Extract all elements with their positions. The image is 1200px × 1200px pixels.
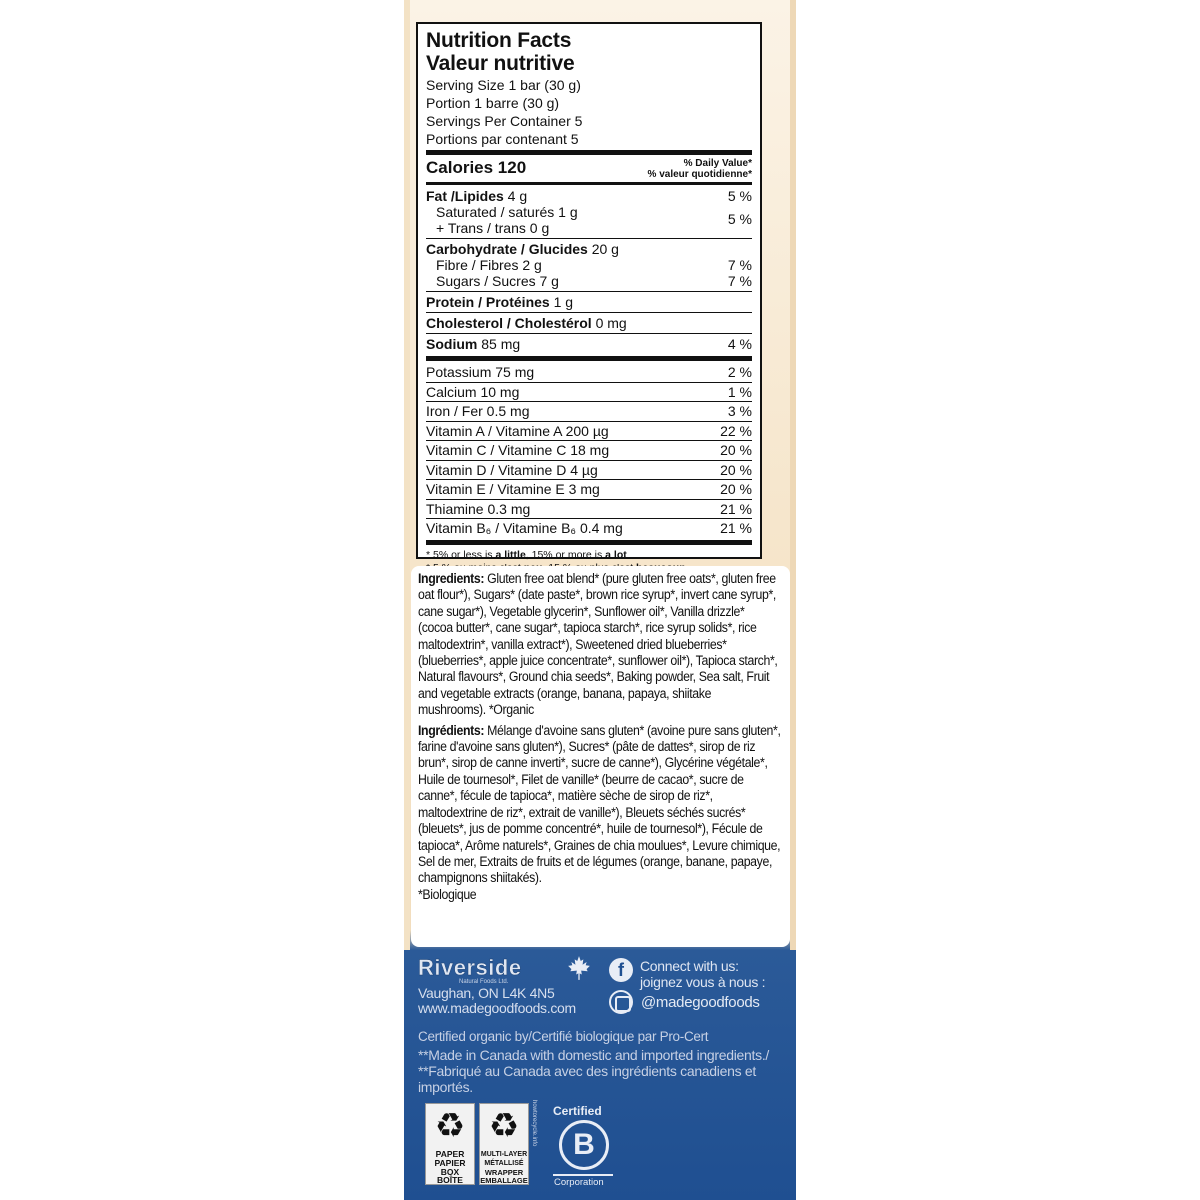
vitamin-row: [426, 363, 752, 383]
sat-trans-pct: 5 %: [727, 211, 752, 227]
ingredients-box: [411, 566, 790, 947]
recycle-label: EMBALLAGE: [480, 1176, 528, 1185]
fat-row: [426, 188, 752, 204]
connect-text: [640, 958, 765, 990]
protein-amount: 1 g: [549, 294, 574, 310]
vitamin-label: Vitamin E / Vitamine E 3 mg: [426, 481, 600, 497]
ingredients-en: [418, 571, 782, 719]
vitamin-label: Iron / Fer 0.5 mg: [426, 403, 530, 419]
divider-medium: [426, 182, 752, 185]
vitamin-pct: 3 %: [727, 403, 752, 419]
recycle-symbol-icon: ♻: [434, 1107, 466, 1145]
recycle-label: BOX: [440, 1167, 460, 1177]
carb-group: [426, 239, 752, 291]
fat-pct: 5 %: [727, 188, 752, 204]
serving-line: Portions par contenant 5: [426, 131, 579, 147]
vitamin-label: Potassium 75 mg: [426, 364, 535, 380]
vitamin-row: [426, 441, 752, 461]
sodium-group: [426, 334, 752, 354]
protein-label: Protein / Protéines: [426, 294, 550, 310]
divider-thick: [426, 356, 752, 361]
calories: Calories 120: [426, 158, 527, 177]
ingredients-fr-label: Ingrédients:: [418, 722, 485, 738]
nf-title-en: Nutrition Facts: [426, 29, 572, 52]
vitamin-label: Vitamin C / Vitamine C 18 mg: [426, 442, 610, 458]
instagram-icon[interactable]: [609, 990, 633, 1014]
sodium-amount: 85 mg: [477, 336, 521, 352]
vitamin-pct: 20 %: [720, 461, 752, 478]
serving-info: [426, 76, 752, 148]
address-line: Vaughan, ON L4K 4N5: [418, 985, 555, 1001]
serving-line: Portion 1 barre (30 g): [426, 95, 560, 111]
ingredients-en-text: Gluten free oat blend* (pure gluten free oats*, gluten free oat flour*), Sugars* (date paste*, brown rice syrup*, invert cane syrup*, cane sugar*), Vegetable glycerin*, Sunflower oil*, Vanilla drizzle* (cocoa butter*, cane sugar*, tapioca starch*, rice syrup solids*, rice maltodextrin*, vanilla extract*), Sweetened dried blueberries* (blueberries*, apple juice concentrate*, sunflower oil*), Tapioca starch*, Natural flavours*, Ground chia seeds*, Baking powder, Sea salt, Fruit and vegetable extracts (orange, banana, papaya, shiitake mushrooms). *Organic: [418, 571, 778, 718]
vitamin-row: [426, 519, 752, 538]
facebook-icon[interactable]: f: [609, 958, 633, 982]
vitamin-label: Calcium 10 mg: [426, 383, 520, 400]
vitamin-pct: 2 %: [727, 364, 752, 380]
recycle-paper-icon: [425, 1103, 475, 1185]
website-link[interactable]: www.madegoodfoods.com: [418, 1000, 576, 1016]
nf-title-fr: Valeur nutritive: [426, 52, 575, 75]
fibre-pct: 7 %: [727, 257, 752, 273]
vitamin-pct: 1 %: [727, 383, 752, 400]
vitamin-label: Vitamin D / Vitamine D 4 µg: [426, 461, 598, 478]
serving-line: Serving Size 1 bar (30 g): [426, 77, 581, 93]
vitamin-pct: 20 %: [720, 481, 752, 497]
bcorp-underline: [553, 1174, 613, 1176]
vitamin-row: [426, 480, 752, 500]
made-in-canada: **Made in Canada with domestic and imported ingredients./ **Fabriqué au Canada avec des ingrédients canadiens et importés.: [418, 1047, 769, 1095]
ingredients-fr: [418, 723, 782, 903]
protein-group: [426, 292, 752, 312]
recycle-label: PAPIER: [434, 1158, 466, 1168]
connect-en: Connect with us:: [640, 958, 739, 974]
connect-fr: joignez vous à nous :: [640, 974, 766, 990]
ingredients-fr-organic: *Biologique: [418, 886, 477, 902]
social-handle[interactable]: @madegoodfoods: [641, 994, 760, 1011]
maple-leaf-icon: [566, 955, 592, 981]
protein-row: [426, 294, 752, 310]
recycle-crossed-icon: ♻: [488, 1107, 520, 1145]
vitamin-row: [426, 461, 752, 481]
cholesterol-amount: 0 mg: [591, 315, 627, 331]
sodium-label: Sodium: [426, 336, 478, 352]
dv-head-en: % Daily Value*: [683, 158, 752, 169]
trans-label: + Trans / trans 0 g: [436, 220, 550, 236]
carb-amount: 20 g: [587, 241, 619, 257]
nutrition-facts-table: [416, 22, 762, 559]
recycle-label: MULTI-LAYER: [480, 1151, 528, 1158]
ingredients-en-label: Ingredients:: [418, 571, 485, 586]
recycle-wrapper-icon: [479, 1103, 529, 1185]
dv-head-fr: % valeur quotidienne*: [647, 169, 752, 180]
vitamin-row: [426, 402, 752, 422]
vitamin-row: [426, 422, 752, 442]
vitamin-list: [426, 363, 752, 538]
cholesterol-row: [426, 315, 752, 331]
vitamin-pct: 22 %: [720, 422, 752, 439]
sugars-label: Sugars / Sucres 7 g: [436, 273, 559, 289]
vitamin-row: [426, 383, 752, 403]
vitamin-pct: 21 %: [720, 500, 752, 517]
bcorp-logo-icon: B: [559, 1120, 609, 1170]
serving-line: Servings Per Container 5: [426, 113, 583, 129]
recycle-note: howtorecycle.info: [531, 1100, 537, 1147]
bcorp-certified-label: Certified: [553, 1104, 602, 1118]
recycle-label: BOÎTE: [437, 1175, 463, 1185]
vitamin-label: Thiamine 0.3 mg: [426, 500, 531, 517]
fat-amount: 4 g: [503, 188, 528, 204]
ingredients-fr-text: Mélange d'avoine sans gluten* (avoine pure sans gluten*, farine d'avoine sans gluten*), Sucres* (pâte de dattes*, sirop de riz brun*, sirop de canne inverti*, sucre de canne*), Glycérine végétale*, Huile de tournesol*, Filet de vanille* (beurre de cacao*, sucre de canne*, fécule de tapioca*, matière sèche de sirop de riz*, maltodextrine de riz*, extrait de vanille*), Bleuets séchés sucrés* (bleuets*, jus de pomme concentré*, huile de tournesol*), Fécule de tapioca*, Arôme naturels*, Graines de chia moulues*, Levure chimique, Sel de mer, Extraits de fruits et de légumes (orange, banane, papaye, champignons shiitakés).: [418, 722, 781, 886]
saturated-label: Saturated / saturés 1 g: [436, 204, 578, 220]
vitamin-label: Vitamin B₆ / Vitamine B₆ 0.4 mg: [426, 520, 623, 536]
calories-row: [426, 157, 752, 181]
fat-label: Fat /Lipides: [426, 188, 504, 204]
sugars-row: [426, 273, 752, 289]
recycle-label: PAPER: [435, 1149, 465, 1159]
fibre-label: Fibre / Fibres 2 g: [436, 257, 542, 273]
brand-logo: Riverside: [418, 955, 522, 980]
carb-row: [426, 241, 752, 257]
sodium-pct: 4 %: [727, 336, 752, 352]
sugars-pct: 7 %: [727, 273, 752, 289]
address-block: [418, 986, 576, 1016]
sodium-row: [426, 336, 752, 352]
brand-sub: Natural Foods Ltd.: [459, 979, 509, 985]
vitamin-row: [426, 500, 752, 520]
fibre-row: [426, 257, 752, 273]
panel-edge-left: [404, 0, 410, 950]
cholesterol-label: Cholesterol / Cholestérol: [426, 315, 592, 331]
daily-value-header: [648, 158, 752, 180]
divider-thick: [426, 150, 752, 155]
carb-label: Carbohydrate / Glucides: [426, 241, 588, 257]
sat-trans-row: [426, 204, 752, 236]
recycle-label: MÉTALLISÉ: [484, 1160, 524, 1167]
cholesterol-group: [426, 313, 752, 333]
footnote-en: * 5% or less is a little, 15% or more is a lot: [426, 548, 627, 561]
vitamin-pct: 20 %: [720, 442, 752, 458]
panel-edge-right: [790, 0, 796, 950]
bcorp-sub-label: Corporation: [554, 1177, 604, 1188]
divider-thick: [426, 540, 752, 545]
recycle-label: WRAPPER: [484, 1168, 524, 1177]
vitamin-pct: 21 %: [720, 520, 752, 536]
vitamin-label: Vitamin A / Vitamine A 200 µg: [426, 422, 609, 439]
organic-certification: Certified organic by/Certifié biologique par Pro-Cert: [418, 1029, 709, 1044]
fat-group: [426, 186, 752, 238]
